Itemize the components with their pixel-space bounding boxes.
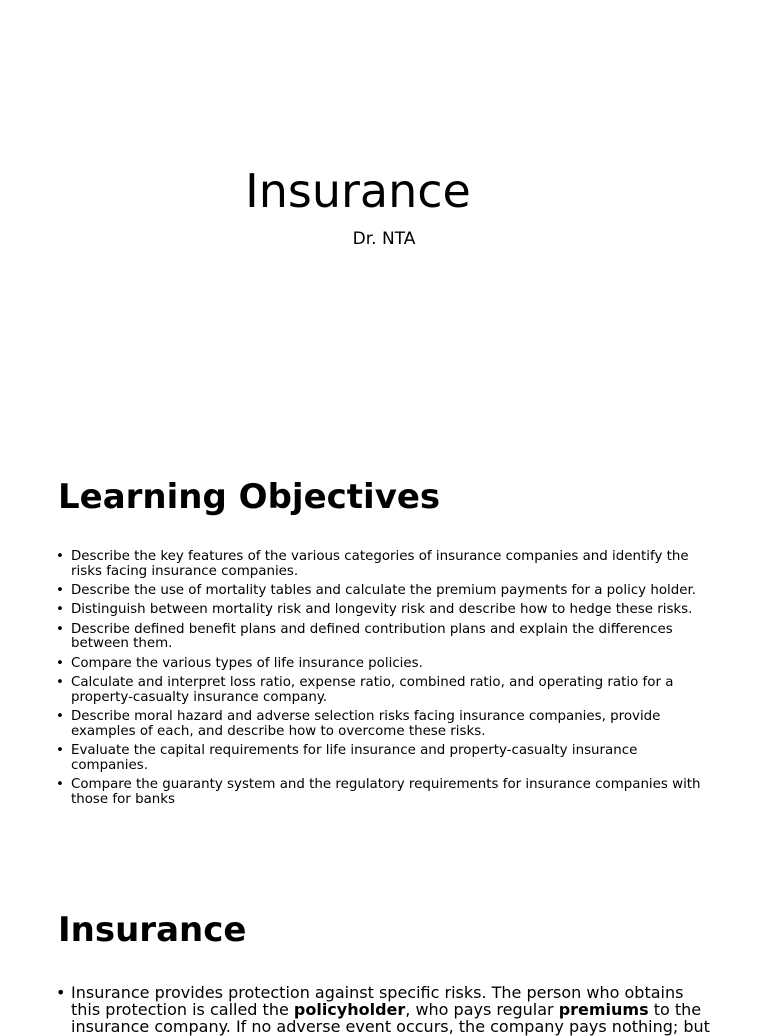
objective-item	[56, 657, 716, 672]
slide-subtitle-author: Dr. NTA	[352, 229, 416, 249]
objective-item	[56, 778, 716, 807]
objective-item	[56, 710, 716, 739]
objective-text: Evaluate the capital requirements for life insurance and property-casualty insurance companies.	[71, 743, 638, 773]
objective-text: Calculate and interpret loss ratio, expense ratio, combined ratio, and operating ratio for a property-casualty insurance company.	[71, 675, 674, 705]
objective-item	[56, 550, 716, 579]
objective-text: Describe the key features of the various categories of insurance companies and identify the risks facing insurance companies.	[71, 549, 689, 579]
objective-item	[56, 584, 716, 599]
bullet-dot: •	[56, 582, 64, 598]
objective-text: Compare the guaranty system and the regulatory requirements for insurance companies with those for banks	[71, 777, 701, 807]
bullet-dot: •	[56, 777, 64, 793]
objective-text: Compare the various types of life insurance policies.	[71, 655, 423, 671]
bullet-dot: •	[56, 675, 64, 691]
objective-text: Describe the use of mortality tables and calculate the premium payments for a policy holder.	[71, 582, 697, 598]
learning-objectives-heading: Learning Objectives	[58, 477, 441, 517]
bullet-text-part: , who pays regular	[405, 1000, 559, 1019]
bullet-dot: •	[56, 709, 64, 725]
bold-term-premiums: premiums	[558, 1000, 649, 1019]
bullet-dot: •	[56, 983, 66, 1002]
bullet-dot: •	[56, 602, 64, 618]
insurance-bullet-item	[56, 984, 716, 1035]
bullet-text-part: Insurance provides protection against specific risks. The person who obtains this protection is called the	[71, 983, 684, 1019]
bullet-text-part: to the insurance company. If no adverse event occurs, the company pays nothing; but	[71, 1000, 710, 1036]
bullet-dot: •	[56, 655, 64, 671]
slide-title: Insurance	[245, 164, 471, 218]
objective-text: Describe defined benefit plans and defined contribution plans and explain the differences between them.	[71, 621, 673, 652]
bullet-dot: •	[56, 743, 64, 759]
bold-term-policyholder: policyholder	[293, 1000, 406, 1019]
objective-item	[56, 603, 716, 618]
objective-item	[56, 744, 716, 773]
bullet-dot: •	[56, 549, 64, 564]
objectives-list	[56, 550, 716, 812]
objective-item	[56, 623, 716, 652]
insurance-heading: Insurance	[58, 910, 247, 950]
objective-text: Distinguish between mortality risk and longevity risk and describe how to hedge these risks.	[71, 602, 693, 618]
bullet-dot: •	[56, 621, 64, 637]
objective-item	[56, 676, 716, 705]
insurance-bullet-list	[56, 984, 716, 1035]
objective-text: Describe moral hazard and adverse selection risks facing insurance companies, provide examples of each, and describe how to overcome these risks.	[71, 709, 661, 739]
